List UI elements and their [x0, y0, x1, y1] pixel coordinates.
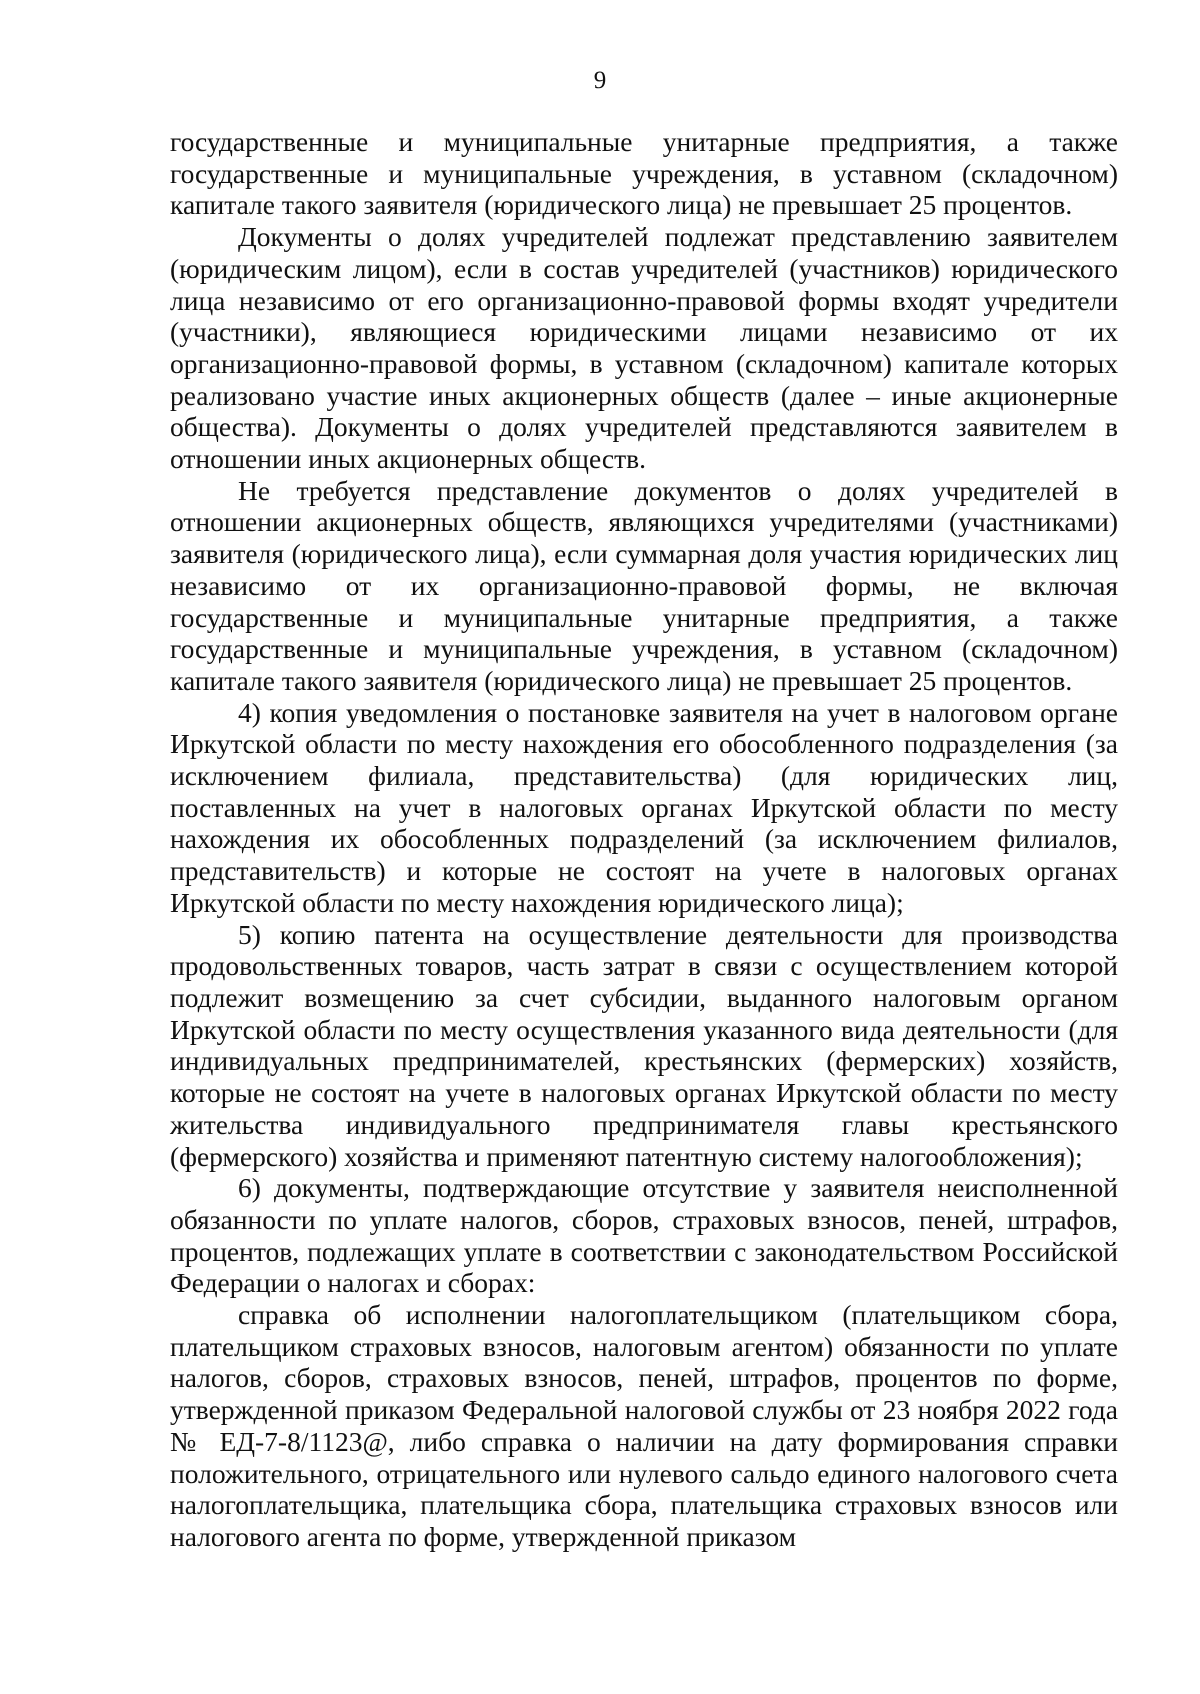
- paragraph-item-6: 6) документы, подтверждающие отсутствие у заявителя неисполненной обязанности по уплате налогов, сборов, страховых взносов, пеней, штрафов, процентов, подлежащих уплате в соответствии с законодательством Российской Федерации о налогах и сборах:: [170, 1172, 1118, 1299]
- paragraph-1: государственные и муниципальные унитарные предприятия, а также государственные и муниципальные учреждения, в уставном (складочном) капитале такого заявителя (юридического лица) не превышает 25 процентов.: [170, 126, 1118, 221]
- paragraph-item-5: 5) копию патента на осуществление деятельности для производства продовольственных товаров, часть затрат в связи с осуществлением которой подлежит возмещению за счет субсидии, выданного налоговым органом Иркутской области по месту осуществления указанного вида деятельности (для индивидуальных предпринимателей, крестьянских (фермерских) хозяйств, которые не состоят на учете в налоговых органах Иркутской области по месту жительства индивидуального предпринимателя главы крестьянского (фермерского) хозяйства и применяют патентную систему налогообложения);: [170, 918, 1118, 1172]
- paragraph-3: Не требуется представление документов о долях учредителей в отношении акционерных обществ, являющихся учредителями (участниками) заявителя (юридического лица), если суммарная доля участия юридических лиц независимо от их организационно-правовой формы, не включая государственные и муниципальные унитарные предприятия, а также государственные и муниципальные учреждения, в уставном (складочном) капитале такого заявителя (юридического лица) не превышает 25 процентов.: [170, 474, 1118, 696]
- document-body: [170, 126, 1118, 1553]
- paragraph-certificate: справка об исполнении налогоплательщиком (плательщиком сбора, плательщиком страховых взносов, налоговым агентом) обязанности по уплате налогов, сборов, страховых взносов, пеней, штрафов, процентов по форме, утвержденной приказом Федеральной налоговой службы от 23 ноября 2022 года № ЕД-7-8/1123@, либо справка о наличии на дату формирования справки положительного, отрицательного или нулевого сальдо единого налогового счета налогоплательщика, плательщика сбора, плательщика страховых взносов или налогового агента по форме, утвержденной приказом: [170, 1299, 1118, 1552]
- page-number: 9: [593, 67, 607, 94]
- paragraph-2: Документы о долях учредителей подлежат представлению заявителем (юридическим лицом), если в состав учредителей (участников) юридического лица независимо от его организационно-правовой формы входят учредители (участники), являющиеся юридическими лицами независимо от их организационно-правовой формы, в уставном (складочном) капитале которых реализовано участие иных акционерных обществ (далее – иные акционерные общества). Документы о долях учредителей представляются заявителем в отношении иных акционерных обществ.: [170, 221, 1118, 475]
- paragraph-item-4: 4) копия уведомления о постановке заявителя на учет в налоговом органе Иркутской области по месту нахождения его обособленного подразделения (за исключением филиала, представительства) (для юридических лиц, поставленных на учет в налоговых органах Иркутской области по месту нахождения их обособленных подразделений (за исключением филиалов, представительств) и которые не состоят на учете в налоговых органах Иркутской области по месту нахождения юридического лица);: [170, 696, 1118, 918]
